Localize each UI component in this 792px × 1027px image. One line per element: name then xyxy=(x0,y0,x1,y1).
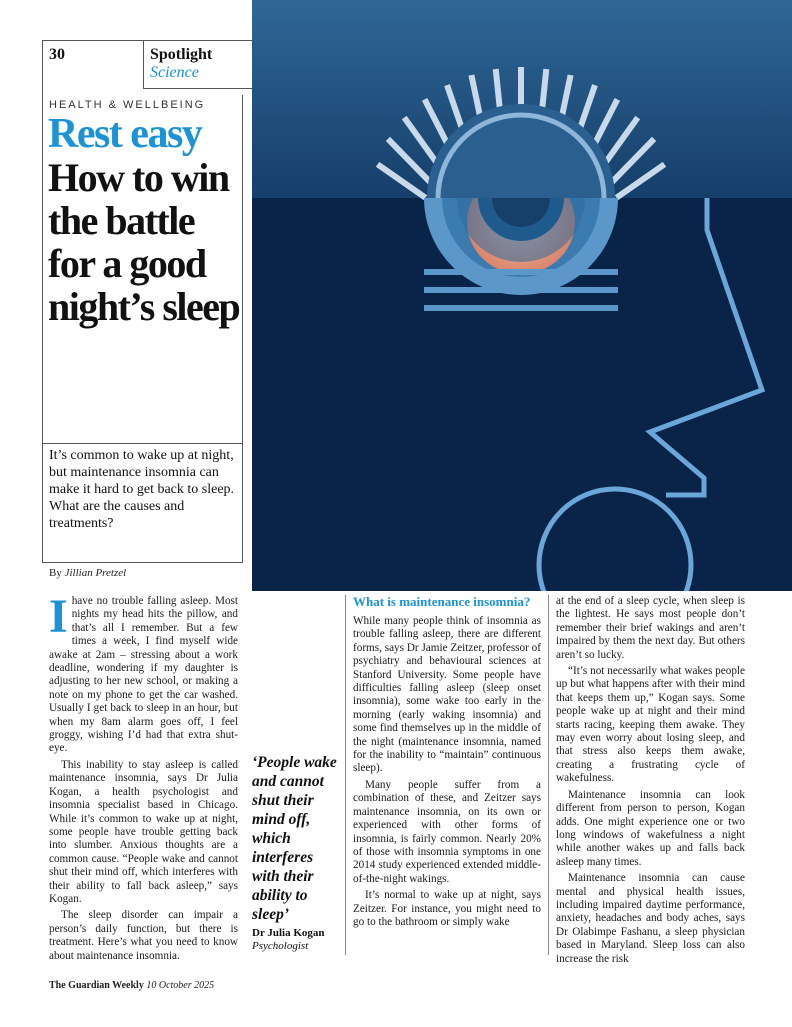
standfirst-bottom-rule xyxy=(42,562,242,563)
title-accent: Rest easy xyxy=(48,111,202,157)
page-number: 30 xyxy=(49,46,65,63)
byline-prefix: By xyxy=(49,567,62,579)
body-paragraph: The sleep disorder can impair a person’s daily function, but there is treatment. Here’s what you need to know about maintenance insomnia. xyxy=(49,909,238,962)
header-divider-rule xyxy=(143,40,144,88)
column-rule xyxy=(345,595,346,955)
publication-name: The Guardian Weekly xyxy=(49,980,144,991)
byline-author: Jillian Pretzel xyxy=(64,567,127,579)
body-column-2 xyxy=(353,594,541,932)
column-rule xyxy=(548,595,549,955)
body-paragraph: This inability to stay asleep is called maintenance insomnia, says Dr Julia Kogan, a health psychologist and insomnia specialist based in Chicago. While it’s common to wake up at night, some people have trouble getting back into slumber. Anxious thoughts are a common cause. “People wake and cannot shut their mind off, which interferes with their ability to fall back asleep,” says Kogan. xyxy=(49,758,238,905)
section-name: Spotlight xyxy=(150,46,213,63)
byline xyxy=(49,567,126,579)
body-paragraph: at the end of a sleep cycle, when sleep is the lightest. He says most people don’t remember their brief wakings and aren’t impaired by them the next day. But others aren’t so lucky. xyxy=(556,595,745,661)
body-paragraph xyxy=(49,590,238,756)
body-paragraph: Many people suffer from a combination of these, and Zeitzer says maintenance insomnia, on its own or experienced with other forms of insomnia, is fairly common. Nearly 20% of those with insomnia symptoms in one 2014 study experienced extended middle-of-the-night wakings. xyxy=(353,778,541,885)
article-headline: How to win the battle for a good night’s sleep xyxy=(48,155,240,329)
section-subhead: What is maintenance insomnia? xyxy=(353,594,531,609)
sleep-illustration xyxy=(252,0,792,591)
title-left-rule xyxy=(42,88,43,563)
standfirst-top-rule xyxy=(42,443,242,444)
body-paragraph: “It’s not necessarily what wakes people up but what happens after with their mind that keeps them up,” Kogan says. Some people wake up at night and their mind starts racing, keeping them awake. They may even worry about losing sleep, and that stress also keeps them awake, creating a frustrating cycle of wakefulness. xyxy=(556,665,745,785)
pull-quote-role: Psychologist xyxy=(252,940,309,952)
body-paragraph: Maintenance insomnia can look different from person to person, Kogan adds. One might experience one or two long windows of wakefulness a night while another wakes up and falls back asleep many times. xyxy=(556,788,745,868)
body-paragraph: It’s normal to wake up at night, says Zeitzer. For instance, you might need to go to the bathroom or simply wake xyxy=(353,889,541,928)
drop-cap: I xyxy=(49,590,68,643)
page-footer xyxy=(49,980,214,991)
pull-quote-name: Dr Julia Kogan xyxy=(252,927,325,939)
header-top-rule xyxy=(42,40,252,41)
pull-quote: ‘People wake and cannot shut their mind off, which interferes with their ability to sleep’ xyxy=(252,754,337,923)
publication-date: 10 October 2025 xyxy=(146,980,215,991)
body-column-3 xyxy=(556,595,745,969)
intro-text: have no trouble falling asleep. Most nights my head hits the pillow, and that’s all I remember. But a few times a week, I find myself wide awake at 2am – stressing about a work deadline, wondering if my daughter is adjusting to her new school, or making a note on my phone to get the car washed. Usually I get back to sleep in an hour, but when my 8am alarm goes off, I feel groggy, wishing I’d had that extra shut-eye. xyxy=(49,595,238,755)
body-column-1 xyxy=(49,590,238,966)
section-subname: Science xyxy=(150,64,199,81)
body-paragraph: Maintenance insomnia can cause mental and physical health issues, including impaired daytime performance, anxiety, headaches and body aches, says Dr Olabimpe Fashanu, a sleep physician based in Maryland. Sleep loss can also increase the risk xyxy=(556,872,745,965)
standfirst: It’s common to wake up at night, but maintenance insomnia can make it hard to get back to sleep. What are the causes and treatments? xyxy=(49,448,235,531)
article-kicker: HEALTH & WELLBEING xyxy=(49,99,206,111)
body-paragraph: While many people think of insomnia as trouble falling asleep, there are different forms, says Dr Jamie Zeitzer, professor of psychiatry and behavioural sciences at Stanford University. Some people have difficulties falling asleep (sleep onset insomnia), some wake too early in the morning (early waking insomnia) and some find themselves up in the middle of the night (maintenance insomnia, named for the inability to “maintain” continuous sleep). xyxy=(353,615,541,775)
header-left-rule xyxy=(42,40,43,88)
header-bottom-rule xyxy=(143,88,252,89)
